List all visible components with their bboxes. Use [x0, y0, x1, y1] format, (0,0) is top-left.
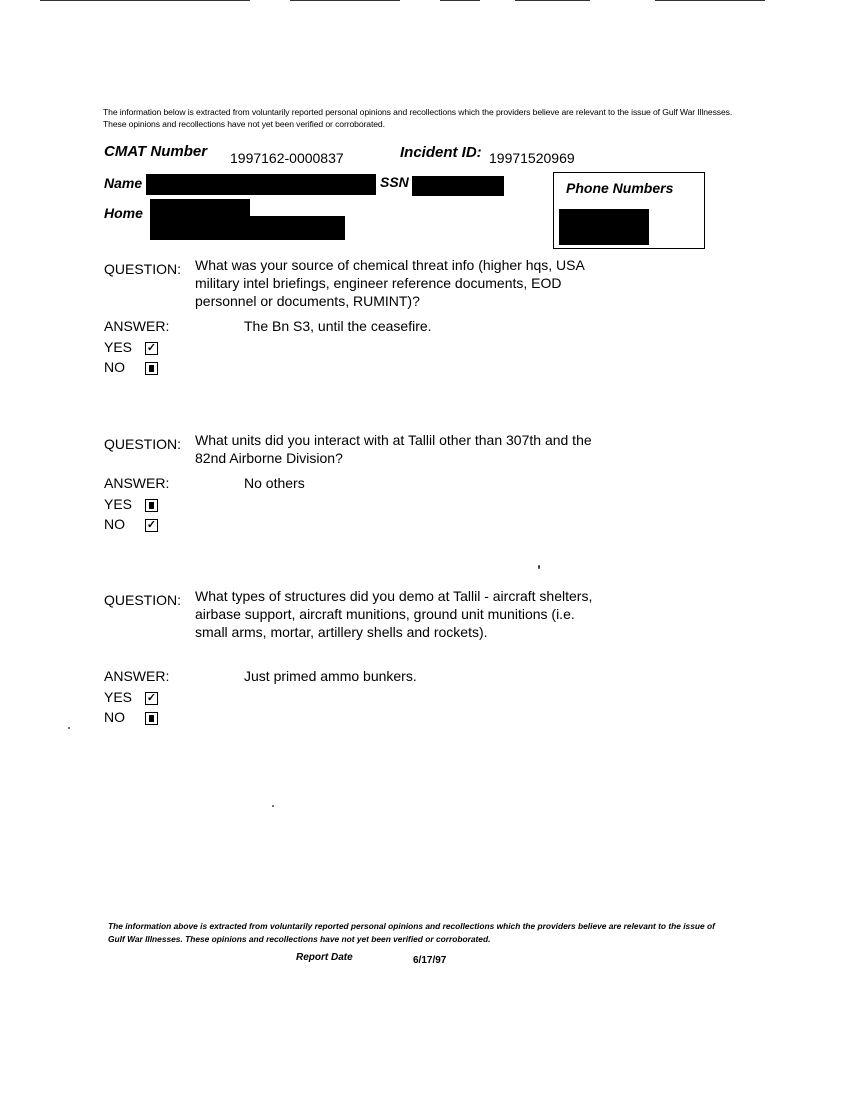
no-label: NO [104, 709, 125, 725]
phone-box [553, 172, 705, 249]
scan-speck [272, 805, 274, 807]
yes-label: YES [104, 339, 133, 355]
cmat-value: 1997162-0000837 [230, 150, 344, 166]
answer-text: Just primed ammo bunkers. [244, 668, 417, 684]
yes-label: YES [104, 689, 133, 705]
report-date-value: 6/17/97 [413, 955, 447, 966]
answer-label: ANSWER: [104, 668, 170, 684]
question-text: What was your source of chemical threat info (higher hqs, USA military intel briefings, engineer reference documents, EOD personnel or documents, RUMINT)? [195, 257, 585, 309]
scan-speck [68, 727, 70, 729]
question-label: QUESTION: [104, 436, 182, 452]
no-checkbox[interactable] [145, 362, 158, 375]
question-label: QUESTION: [104, 261, 182, 277]
phone-redaction [559, 209, 649, 245]
ssn-label: SSN [380, 174, 409, 190]
yes-checkbox[interactable] [145, 342, 158, 355]
incident-label: Incident ID: [400, 144, 482, 161]
no-checkbox[interactable] [145, 712, 158, 725]
scan-artifact [290, 0, 400, 1]
scan-artifact [655, 0, 765, 1]
answer-text: No others [244, 475, 305, 491]
answer-label: ANSWER: [104, 475, 170, 491]
no-checkbox[interactable] [145, 519, 158, 532]
yes-label: YES [104, 496, 133, 512]
yes-checkbox[interactable] [145, 499, 158, 512]
question-text: What units did you interact with at Tallil other than 307th and the 82nd Airborne Division? [195, 432, 592, 466]
no-label: NO [104, 359, 125, 375]
ssn-redaction [412, 176, 504, 196]
name-label: Name [104, 175, 143, 191]
home-label: Home [104, 205, 143, 221]
footer-disclaimer: The information above is extracted from voluntarily reported personal opinions and recollections which the providers believe are relevant to the issue of Gulf War Illnesses. These opinions and recollections have not yet been verified or corroborated. [108, 921, 715, 944]
answer-text: The Bn S3, until the ceasefire. [244, 318, 432, 334]
answer-label: ANSWER: [104, 318, 170, 334]
question-text: What types of structures did you demo at Tallil - aircraft shelters, airbase support, aircraft munitions, ground unit munitions (i.e. small arms, mortar, artillery shells and rockets). [195, 588, 593, 640]
name-redaction [146, 174, 376, 195]
scan-artifact [440, 0, 480, 1]
top-disclaimer: The information below is extracted from voluntarily reported personal opinions and recollections which the providers believe are relevant to the issue of Gulf War Illnesses. These opinions and recollections have not yet been verified or corroborated. [103, 107, 733, 129]
question-label: QUESTION: [104, 592, 182, 608]
scan-artifact [515, 0, 590, 1]
incident-value: 19971520969 [489, 150, 575, 166]
phone-label: Phone Numbers [566, 180, 674, 196]
cmat-label: CMAT Number [104, 143, 208, 160]
scan-speck [538, 565, 540, 569]
scan-artifact [40, 0, 250, 1]
yes-checkbox[interactable] [145, 692, 158, 705]
home-redaction-2 [150, 216, 345, 240]
no-label: NO [104, 516, 125, 532]
report-date-label: Report Date [296, 952, 353, 963]
